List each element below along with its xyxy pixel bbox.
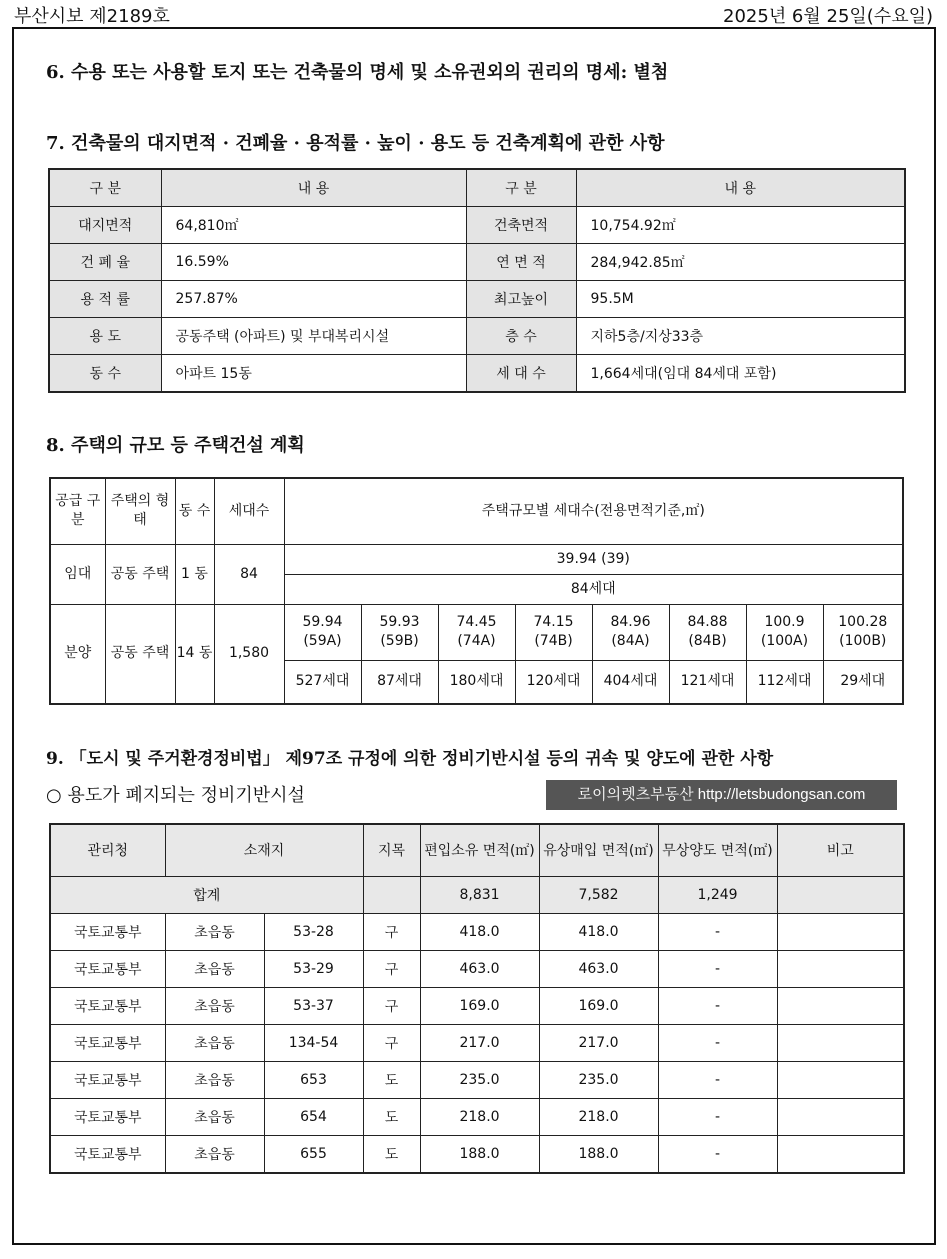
sale-type: 분양	[50, 604, 105, 704]
rental-type: 임대	[50, 544, 105, 604]
sale-size: 59.94 (59A)	[284, 604, 361, 660]
lot-number: 53-37	[264, 987, 363, 1024]
paid-area: 463.0	[539, 950, 658, 987]
land-category: 구	[363, 950, 420, 987]
paid-area: 169.0	[539, 987, 658, 1024]
gazette-date: 2025년 6월 25일(수요일)	[723, 6, 933, 27]
sale-size: 84.88 (84B)	[669, 604, 746, 660]
section-6-title: 6. 수용 또는 사용할 토지 또는 건축물의 명세 및 소유권외의 권리의 명세: 별첨	[46, 62, 669, 83]
total-note	[777, 876, 904, 913]
land-category: 도	[363, 1061, 420, 1098]
row-label: 동 수	[49, 355, 161, 393]
sale-size: 100.9 (100A)	[746, 604, 823, 660]
rental-form: 공동 주택	[105, 544, 175, 604]
building-plan-table	[48, 168, 906, 393]
total-paid: 7,582	[539, 876, 658, 913]
col-header-category: 구 분	[466, 169, 576, 207]
row-value: 지하5층/지상33층	[576, 318, 905, 355]
sale-size: 84.96 (84A)	[592, 604, 669, 660]
lot-number: 53-28	[264, 913, 363, 950]
free-area: -	[658, 987, 777, 1024]
dong: 초읍동	[165, 950, 264, 987]
note	[777, 987, 904, 1024]
land-category: 도	[363, 1135, 420, 1173]
sale-count: 180세대	[438, 660, 515, 704]
sale-count: 120세대	[515, 660, 592, 704]
sale-count: 121세대	[669, 660, 746, 704]
table-row	[50, 950, 904, 987]
col-header-size-distribution: 주택규모별 세대수(전용면적기준,㎡)	[284, 478, 903, 544]
included-area: 463.0	[420, 950, 539, 987]
table-row	[49, 281, 905, 318]
table-row	[50, 1135, 904, 1173]
land-category: 구	[363, 987, 420, 1024]
gazette-issue: 부산시보 제2189호	[14, 6, 170, 27]
free-area: -	[658, 1061, 777, 1098]
row-label: 세 대 수	[466, 355, 576, 393]
col-header-location: 소재지	[165, 824, 363, 876]
rental-households: 84	[214, 544, 284, 604]
lot-number: 655	[264, 1135, 363, 1173]
sale-count: 404세대	[592, 660, 669, 704]
col-header-paid-area: 유상매입 면적(㎡)	[539, 824, 658, 876]
row-label: 대지면적	[49, 207, 161, 244]
agency: 국토교통부	[50, 987, 165, 1024]
sale-size: 74.45 (74A)	[438, 604, 515, 660]
sale-size: 59.93 (59B)	[361, 604, 438, 660]
dong: 초읍동	[165, 913, 264, 950]
section-9-subtitle: ○ 용도가 폐지되는 정비기반시설	[46, 785, 305, 806]
note	[777, 913, 904, 950]
row-value: 아파트 15동	[161, 355, 466, 393]
included-area: 235.0	[420, 1061, 539, 1098]
col-header-buildings: 동 수	[175, 478, 214, 544]
sale-size: 74.15 (74B)	[515, 604, 592, 660]
free-area: -	[658, 1098, 777, 1135]
free-area: -	[658, 913, 777, 950]
free-area: -	[658, 1024, 777, 1061]
col-header-land-category: 지목	[363, 824, 420, 876]
col-header-note: 비고	[777, 824, 904, 876]
table-row	[50, 1061, 904, 1098]
row-label: 연 면 적	[466, 244, 576, 281]
row-value: 1,664세대(임대 84세대 포함)	[576, 355, 905, 393]
total-free: 1,249	[658, 876, 777, 913]
col-header-households: 세대수	[214, 478, 284, 544]
row-value: 64,810㎡	[161, 207, 466, 244]
col-header-included-area: 편입소유 면적(㎡)	[420, 824, 539, 876]
note	[777, 1061, 904, 1098]
section-7-title: 7. 건축물의 대지면적 · 건폐율 · 용적률 · 높이 · 용도 등 건축계획에 관한 사항	[46, 133, 665, 154]
sale-count: 112세대	[746, 660, 823, 704]
paid-area: 235.0	[539, 1061, 658, 1098]
land-category: 구	[363, 913, 420, 950]
row-label: 최고높이	[466, 281, 576, 318]
lot-number: 654	[264, 1098, 363, 1135]
total-label: 합계	[50, 876, 363, 913]
sale-count: 87세대	[361, 660, 438, 704]
note	[777, 1024, 904, 1061]
rental-size: 39.94 (39)	[284, 544, 903, 574]
row-value: 284,942.85㎡	[576, 244, 905, 281]
sale-form: 공동 주택	[105, 604, 175, 704]
row-label: 건축면적	[466, 207, 576, 244]
infrastructure-table	[49, 823, 905, 1174]
col-header-agency: 관리청	[50, 824, 165, 876]
table-row	[49, 318, 905, 355]
row-value: 95.5M	[576, 281, 905, 318]
dong: 초읍동	[165, 1098, 264, 1135]
note	[777, 1098, 904, 1135]
included-area: 218.0	[420, 1098, 539, 1135]
land-category: 도	[363, 1098, 420, 1135]
free-area: -	[658, 1135, 777, 1173]
dong: 초읍동	[165, 987, 264, 1024]
col-header-free-area: 무상양도 면적(㎡)	[658, 824, 777, 876]
included-area: 217.0	[420, 1024, 539, 1061]
included-area: 169.0	[420, 987, 539, 1024]
included-area: 418.0	[420, 913, 539, 950]
col-header-content: 내 용	[576, 169, 905, 207]
paid-area: 418.0	[539, 913, 658, 950]
agency: 국토교통부	[50, 950, 165, 987]
table-row	[49, 207, 905, 244]
note	[777, 1135, 904, 1173]
sale-households: 1,580	[214, 604, 284, 704]
row-value: 10,754.92㎡	[576, 207, 905, 244]
table-row	[50, 913, 904, 950]
col-header-housing-form: 주택의 형태	[105, 478, 175, 544]
agency: 국토교통부	[50, 1135, 165, 1173]
row-label: 용 적 률	[49, 281, 161, 318]
rental-buildings: 1 동	[175, 544, 214, 604]
paid-area: 217.0	[539, 1024, 658, 1061]
lot-number: 653	[264, 1061, 363, 1098]
agency: 국토교통부	[50, 1098, 165, 1135]
row-label: 층 수	[466, 318, 576, 355]
table-row	[50, 987, 904, 1024]
lot-number: 53-29	[264, 950, 363, 987]
note	[777, 950, 904, 987]
section-8-title: 8. 주택의 규모 등 주택건설 계획	[46, 435, 305, 456]
table-row	[50, 1098, 904, 1135]
dong: 초읍동	[165, 1024, 264, 1061]
watermark-banner: 로이의렛츠부동산 http://letsbudongsan.com	[546, 780, 897, 810]
col-header-content: 내 용	[161, 169, 466, 207]
agency: 국토교통부	[50, 1061, 165, 1098]
dong: 초읍동	[165, 1135, 264, 1173]
row-value: 16.59%	[161, 244, 466, 281]
row-value: 공동주택 (아파트) 및 부대복리시설	[161, 318, 466, 355]
included-area: 188.0	[420, 1135, 539, 1173]
total-row	[50, 876, 904, 913]
sale-count: 527세대	[284, 660, 361, 704]
land-category: 구	[363, 1024, 420, 1061]
free-area: -	[658, 950, 777, 987]
agency: 국토교통부	[50, 1024, 165, 1061]
total-included: 8,831	[420, 876, 539, 913]
row-value: 257.87%	[161, 281, 466, 318]
agency: 국토교통부	[50, 913, 165, 950]
housing-plan-table	[49, 477, 904, 705]
row-label: 건 폐 율	[49, 244, 161, 281]
lot-number: 134-54	[264, 1024, 363, 1061]
table-row	[50, 1024, 904, 1061]
rental-count: 84세대	[284, 574, 903, 604]
section-9-title: 9. 「도시 및 주거환경정비법」 제97조 규정에 의한 정비기반시설 등의 귀속 및 양도에 관한 사항	[46, 749, 774, 769]
sale-count: 29세대	[823, 660, 903, 704]
total-land-category	[363, 876, 420, 913]
table-row	[49, 244, 905, 281]
sale-buildings: 14 동	[175, 604, 214, 704]
paid-area: 218.0	[539, 1098, 658, 1135]
row-label: 용 도	[49, 318, 161, 355]
col-header-supply-type: 공급 구분	[50, 478, 105, 544]
col-header-category: 구 분	[49, 169, 161, 207]
table-row	[49, 355, 905, 393]
dong: 초읍동	[165, 1061, 264, 1098]
sale-size: 100.28 (100B)	[823, 604, 903, 660]
paid-area: 188.0	[539, 1135, 658, 1173]
